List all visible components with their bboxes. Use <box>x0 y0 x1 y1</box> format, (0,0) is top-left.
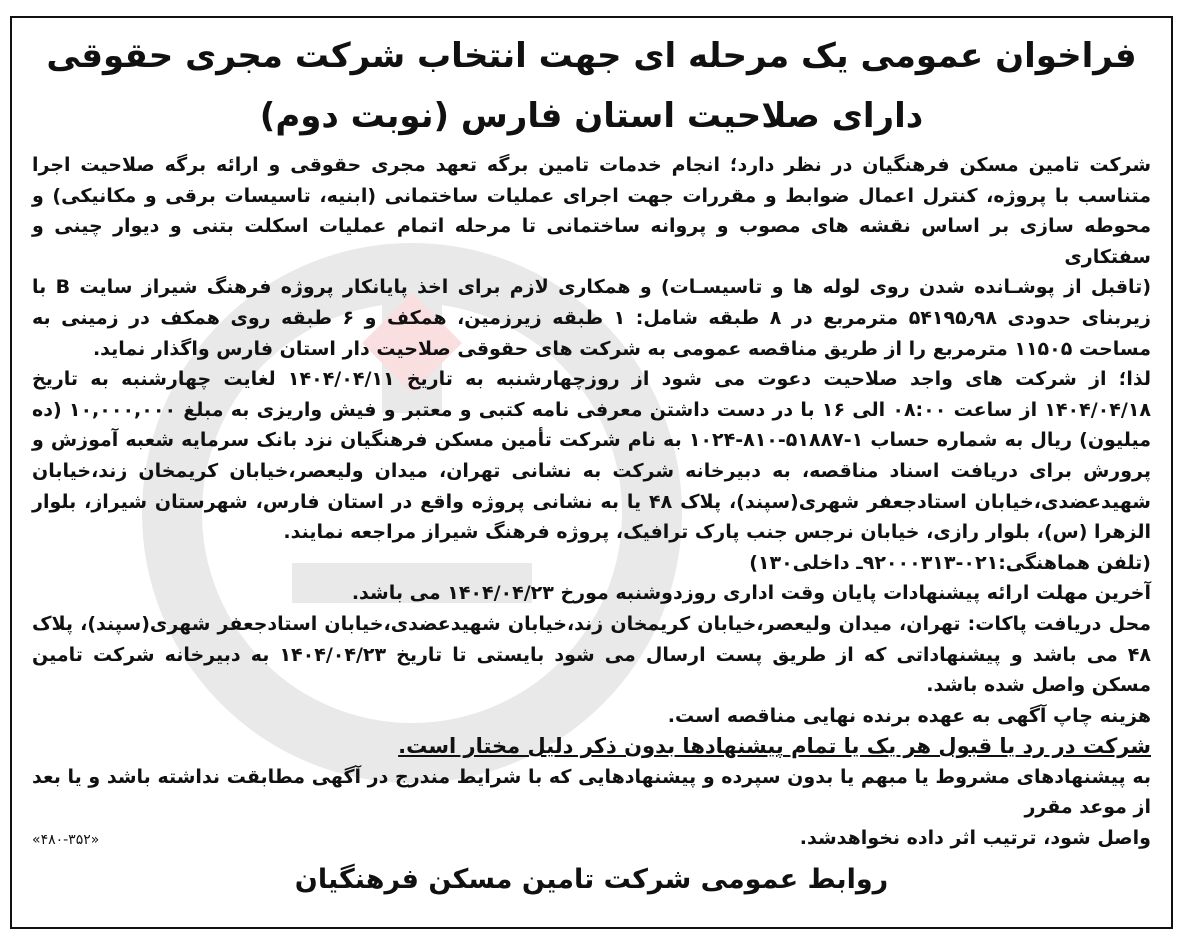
notice-title-line-2: دارای صلاحیت استان فارس (نوبت دوم) <box>259 96 924 136</box>
paragraph-cost: هزینه چاپ آگهی به عهده برنده نهایی مناقصه است. <box>667 704 1151 727</box>
reference-code: «۴۸۰-۳۵۲» <box>32 832 100 849</box>
notice-frame <box>10 16 1173 929</box>
footer-signature: روابط عمومی شرکت تامین مسکن فرهنگیان <box>294 863 889 895</box>
paragraph-closing-1: به پیشنهادهای مشروط یا مبهم یا بدون سپرده و پیشنهادهایی که با شرایط مندرج در آگهی مطابقت نداشته باشد و یا بعد از موعد مقرر <box>32 765 1151 819</box>
paragraph-closing-2: واصل شود، ترتیب اثر داده نخواهدشد. <box>799 827 1151 850</box>
paragraph-intro: شرکت تامین مسکن فرهنگیان در نظر دارد؛ انجام خدمات تامین برگه تعهد مجری حقوقی و ارائه برگه صلاحیت اجرا متناسب با پروژه، کنترل اعمال ضوابط و مقررات جهت اجرای عملیات ساختمانی (ابنیه، تاسیسات برقی و مکانیکی) و محوطه سازی بر اساس نقشه های مصوب و پروانه ساختمانی تا مرحله اتمام عملیات اسکلت بتنی و دیوار چینی و سفتکاری <box>32 154 1151 268</box>
paragraph-deadline: آخرین مهلت ارائه پیشنهادات پایان وقت اداری روزدوشنبه مورخ ۱۴۰۴/۰۴/۲۳ می باشد. <box>351 582 1151 605</box>
notice-body <box>32 150 1151 856</box>
paragraph-emphasis: شرکت در رد یا قبول هر یک یا تمام پیشنهادها بدون ذکر دلیل مختار است. <box>398 734 1151 759</box>
paragraph-phone: (تلفن هماهنگی:۰۲۱-۹۲۰۰۰۳۱۳ـ داخلی۱۳۰) <box>749 551 1151 574</box>
notice-content <box>32 24 1151 921</box>
paragraph-invitation: لذا؛ از شرکت های واجد صلاحیت دعوت می شود از روزچهارشنبه به تاریخ ۱۴۰۴/۰۴/۱۱ لغایت چهارشنبه به تاریخ ۱۴۰۴/۰۴/۱۸ از ساعت ۰۸:۰۰ الی ۱۶ با در دست داشتن معرفی نامه کتبی و معتبر و فیش واریزی به مبلغ ۱۰,۰۰۰,۰۰۰ (ده میلیون) ریال به شماره حساب ۱-۵۱۸۸۷-۸۱۰-۱۰۲۴ به نام شرکت تأمین مسکن فرهنگیان نزد بانک سرمایه شعبه آموزش و پرورش برای دریافت اسناد مناقصه، به دبیرخانه شرکت به نشانی تهران، میدان ولیعصر،خیابان کریمخان زند،خیابان شهیدعضدی،خیابان استادجعفر شهری(سپند)، پلاک ۴۸ یا به نشانی پروژه واقع در استان فارس، شهرستان شیراز، بلوار الزهرا (س)، بلوار رازی، خیابان نرجس جنب پارک ترافیک، پروژه فرهنگ شیراز مراجعه نمایند. <box>32 368 1152 544</box>
paragraph-submission: محل دریافت پاکات: تهران، میدان ولیعصر،خیابان کریمخان زند،خیابان شهیدعضدی،خیابان استادجعفر شهری(سپند)، پلاک ۴۸ می باشد و پیشنهاداتی که از طریق پست ارسال می شود بایستی تا تاریخ ۱۴۰۴/۰۴/۲۳ به دبیرخانه شرکت تامین مسکن واصل شده باشد. <box>32 612 1151 697</box>
paragraph-scope: (تاقبل از پوشـانده شدن روی لوله ها و تاسیسـات) و همکاری لازم برای اخذ پایانکار پروژه فرهنگ شیراز سایت B با زیربنای حدودی ۵۴۱۹۵٫۹۸ مترمربع در ۸ طبقه شامل: ۱ طبقه زیرزمین، همکف و ۶ طبقه روی همکف در زمینی به مساحت ۱۱۵۰۵ مترمربع را از طریق مناقصه عمومی به شرکت های حقوقی صلاحیت دار استان فارس واگذار نماید. <box>32 276 1151 360</box>
notice-title-line-1: فراخوان عمومی یک مرحله ای جهت انتخاب شرکت مجری حقوقی <box>46 36 1137 76</box>
closing-row <box>32 823 1151 856</box>
